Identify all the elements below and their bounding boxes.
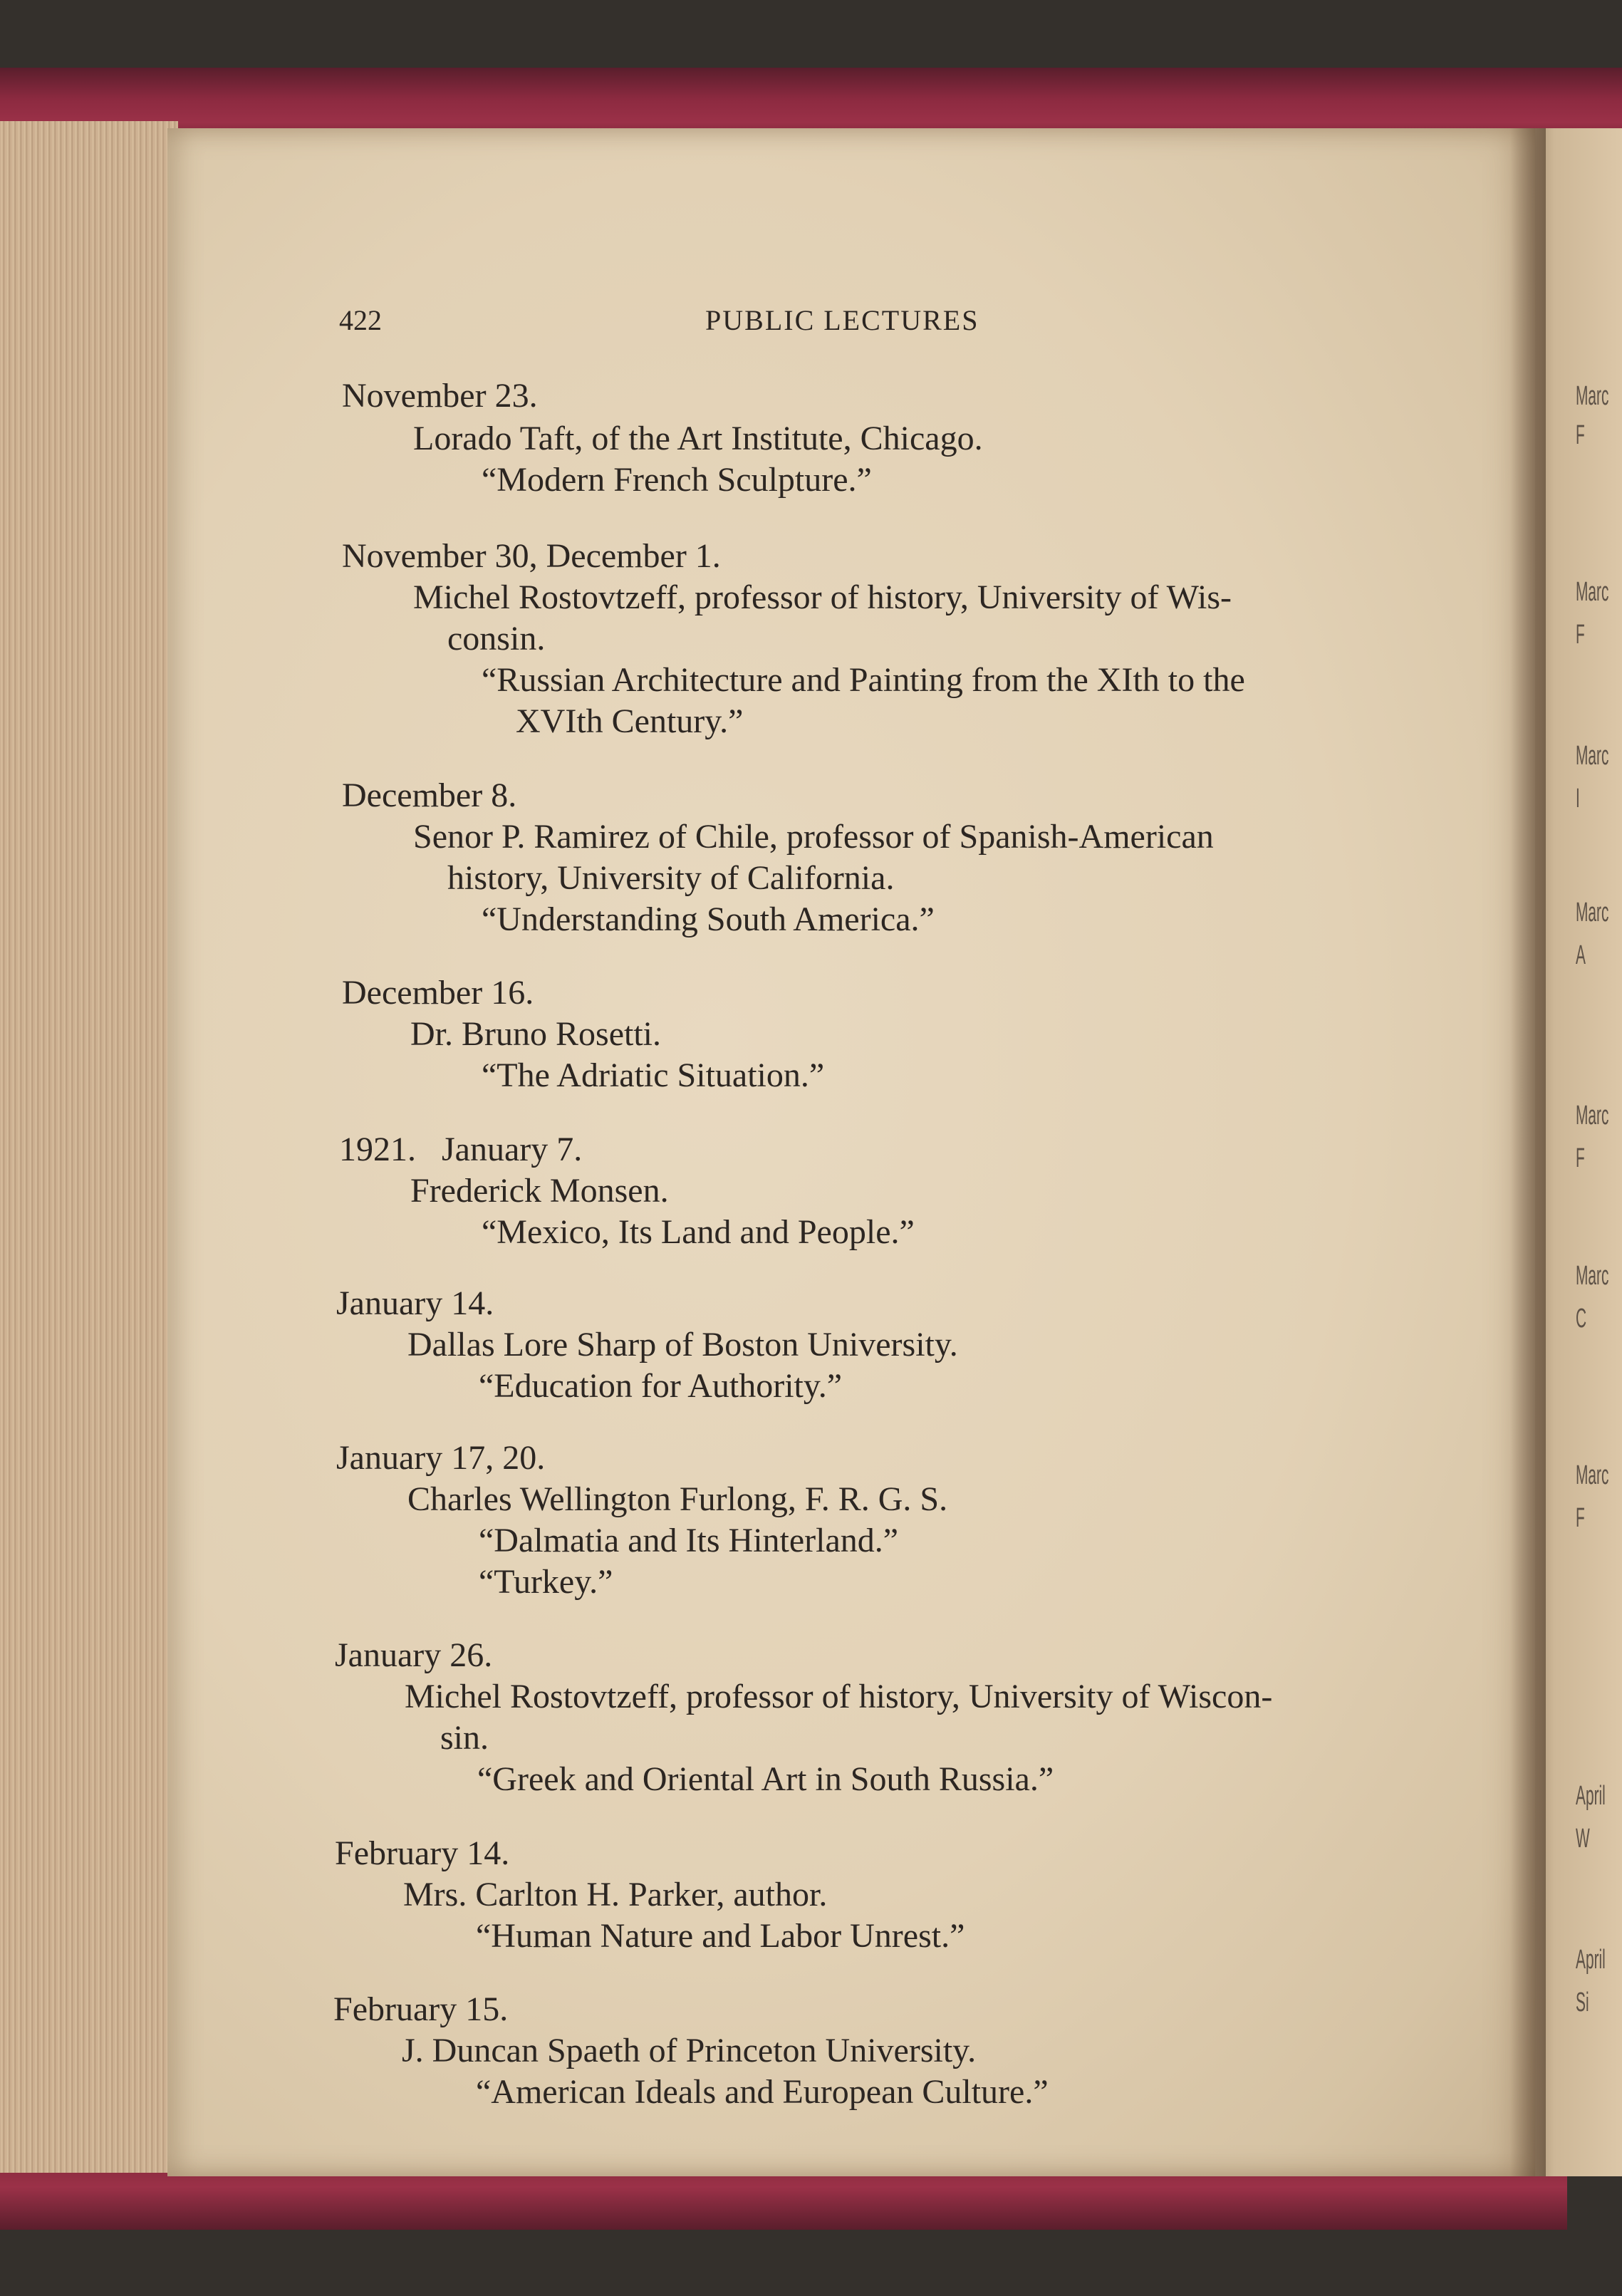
entry-title: “Mexico, Its Land and People.” — [482, 1213, 915, 1251]
entry-date: November 30, December 1. — [342, 537, 721, 575]
entry-date: December 16. — [342, 974, 534, 1012]
facing-fragment: Marc — [1576, 1261, 1609, 1291]
gutter-shadow — [1510, 128, 1546, 2176]
entry-title: “American Ideals and European Culture.” — [476, 2073, 1049, 2111]
entry-title: “The Adriatic Situation.” — [482, 1056, 825, 1094]
entry-date: January 14. — [336, 1284, 494, 1322]
facing-fragment: C — [1576, 1304, 1587, 1334]
page-number: 422 — [339, 304, 382, 336]
entry-title: “Understanding South America.” — [482, 900, 935, 938]
entry-speaker: Senor P. Ramirez of Chile, professor of Spanish-American — [413, 818, 1214, 856]
facing-fragment: Marc — [1576, 898, 1609, 928]
entry-speaker: Dr. Bruno Rosetti. — [410, 1015, 662, 1053]
facing-fragment: F — [1576, 1143, 1585, 1173]
facing-fragment: W — [1576, 1824, 1590, 1854]
facing-fragment: April — [1576, 1781, 1606, 1811]
page-block-edges — [0, 121, 178, 2173]
entry-speaker: Michel Rostovtzeff, professor of history, University of Wiscon- — [405, 1678, 1273, 1715]
facing-fragment: F — [1576, 620, 1585, 650]
entry-date: January 26. — [335, 1636, 493, 1674]
entry-title: “Turkey.” — [479, 1563, 613, 1601]
entry-date: February 14. — [335, 1834, 510, 1872]
entry-date: February 15. — [333, 1990, 509, 2028]
facing-fragment: Marc — [1576, 577, 1609, 607]
entry-date: 1921. January 7. — [339, 1131, 583, 1168]
entry-speaker: J. Duncan Spaeth of Princeton University. — [402, 2032, 977, 2069]
facing-fragment: A — [1576, 940, 1586, 970]
entry-title: “Dalmatia and Its Hinterland.” — [479, 1522, 899, 1559]
facing-fragment: Marc — [1576, 1101, 1609, 1131]
facing-fragment: F — [1576, 420, 1585, 450]
facing-fragment: Marc — [1576, 741, 1609, 771]
entry-speaker: Michel Rostovtzeff, professor of history, University of Wis- — [413, 578, 1232, 616]
entry-speaker-cont: sin. — [440, 1719, 489, 1757]
entry-speaker: Dallas Lore Sharp of Boston University. — [407, 1326, 958, 1363]
entry-speaker-cont: history, University of California. — [447, 859, 895, 897]
entry-date: January 17, 20. — [336, 1439, 546, 1477]
entry-title: “Education for Authority.” — [479, 1367, 843, 1405]
facing-fragment: Marc — [1576, 1460, 1609, 1490]
entry-date: November 23. — [342, 377, 538, 415]
facing-fragment: F — [1576, 1503, 1585, 1533]
entry-speaker-cont: consin. — [447, 620, 546, 658]
entry-speaker: Lorado Taft, of the Art Institute, Chicago. — [413, 420, 983, 457]
entry-date: December 8. — [342, 776, 517, 814]
entry-title: “Russian Architecture and Painting from the XIth to the — [482, 661, 1245, 699]
entry-title-cont: XVIth Century.” — [516, 702, 744, 740]
entry-speaker: Frederick Monsen. — [410, 1172, 669, 1210]
facing-fragment: I — [1576, 784, 1580, 814]
facing-fragment: April — [1576, 1945, 1606, 1975]
running-title: PUBLIC LECTURES — [705, 304, 979, 336]
entry-title: “Human Nature and Labor Unrest.” — [476, 1917, 965, 1955]
entry-title: “Modern French Sculpture.” — [482, 461, 872, 499]
entry-title: “Greek and Oriental Art in South Russia.” — [477, 1760, 1054, 1798]
entry-speaker: Charles Wellington Furlong, F. R. G. S. — [407, 1480, 948, 1518]
facing-fragment: Marc — [1576, 381, 1609, 411]
entry-speaker: Mrs. Carlton H. Parker, author. — [403, 1876, 828, 1913]
facing-fragment: Si — [1576, 1988, 1589, 2017]
